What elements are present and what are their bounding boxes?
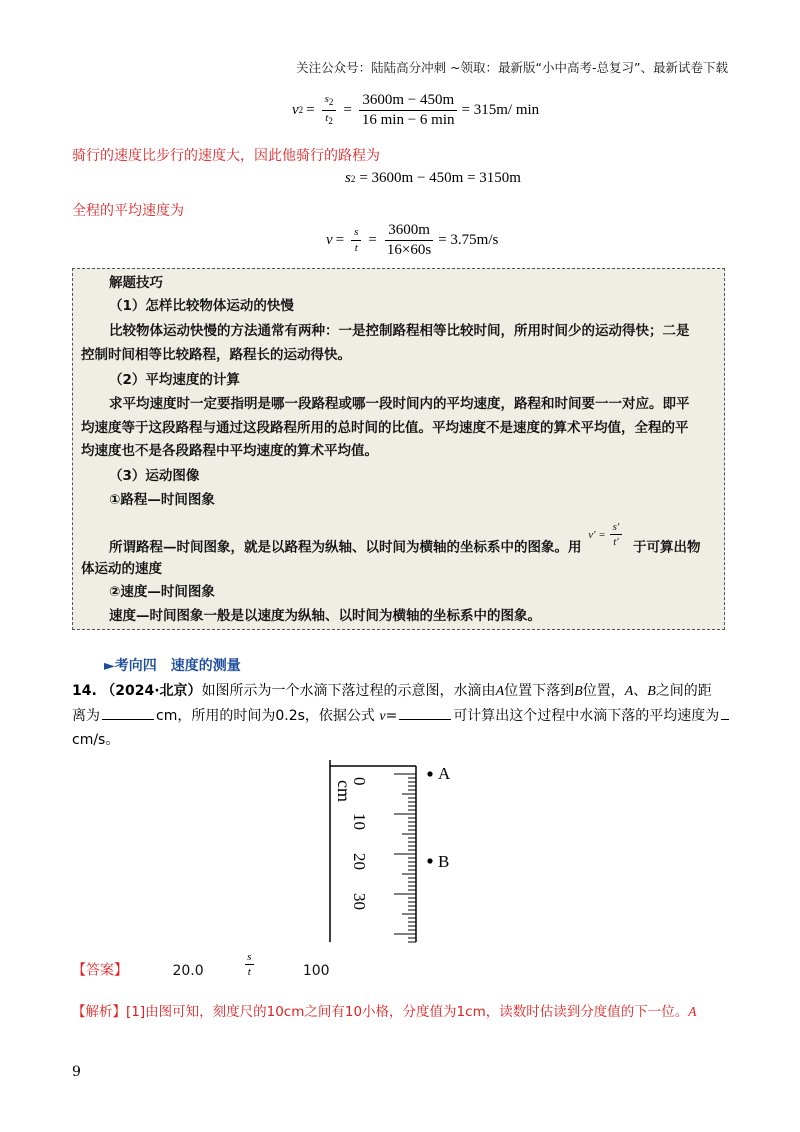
question-line-2: 离为 cm，所用的时间为0.2s，依据公式 v= 可计算出这个过程中水滴下落的平均速度为: [72, 705, 731, 728]
analysis-line: 【解析】[1]由图可知，刻度尺的10cm之间有10小格，分度值为1cm，读数时估读到分度值的下一位。A: [72, 1004, 697, 1020]
ruler-tick-label-20: 20: [350, 853, 369, 870]
fraction-values-2: $\frac{3600m}{16\times 60s}$: [386, 222, 432, 258]
fraction-s2-t2: $\frac{s_2}{t_2}$: [322, 93, 337, 126]
formula-s2: s 2 = 3600m − 450m = 3150m: [345, 170, 521, 186]
tips-heading-2: （2）平均速度的计算: [109, 372, 240, 388]
tips-box: [72, 268, 725, 630]
formula-v2: v 2 = $\frac{s_2}{t_2}$ = $\frac{3600m - 450m}{16 \min - 6 \min}$ = 315m/ min: [292, 92, 540, 128]
point-a-dot: [427, 771, 432, 776]
tips-para-2c: 均速度也不是各段路程中平均速度的算术平均值。: [81, 443, 378, 459]
tips-para-4: 速度—时间图象一般是以速度为纵轴、以时间为横轴的坐标系中的图象。: [109, 608, 541, 624]
tips-para-2b: 均速度等于这段路程与通过这段路程所用的总时间的比值。平均速度不是速度的算术平均值，全程的平: [81, 420, 689, 436]
answer-blank-1[interactable]: [102, 705, 154, 720]
tips-sub-2: ②速度—时间图象: [109, 584, 215, 600]
tips-para-2a: 求平均速度时一定要指明是哪一段路程或哪一段时间内的平均速度，路程和时间要一一对应。即平: [109, 396, 690, 412]
formula-v: v = $\frac{s}{t}$ = $\frac{3600m}{16\times 60s}$ = 3.75m/s: [326, 222, 499, 258]
answer-label: 【答案】: [72, 962, 128, 979]
answer-blank-3[interactable]: [721, 705, 729, 720]
ruler-tick-label-10: 10: [350, 813, 369, 830]
ruler-ticks: [394, 774, 416, 942]
answer-row: [72, 951, 330, 984]
header-note: 关注公众号：陆陆高分冲刺 ~领取：最新版“小中高考-总复习”、最新试卷下载: [296, 60, 728, 75]
ruler-tick-label-30: 30: [350, 893, 369, 910]
question-line-1: 14. （2024·北京）如图所示为一个水滴下落过程的示意图，水滴由A位置下落到B位置，A、B之间的距: [72, 683, 712, 699]
ruler-tick-label-0: 0: [350, 777, 369, 786]
answer-fraction: $\frac{s}{t}$: [244, 951, 254, 978]
tips-title: 解题技巧: [109, 275, 163, 291]
point-b-dot: [427, 858, 432, 863]
point-a-label: A: [438, 764, 451, 783]
fraction-s-t: $\frac{s}{t}$: [351, 226, 361, 253]
question-line-3: cm/s。: [72, 732, 120, 748]
tips-para-1a: 比较物体运动快慢的方法通常有两种：一是控制路程相等比较时间，所用时间少的运动得快；二是: [109, 323, 690, 339]
tips-para-3c: 体运动的速度: [81, 561, 162, 577]
formula-lhs: v: [292, 101, 299, 118]
tips-para-3a: 所谓路程—时间图象，就是以路程为纵轴、以时间为横轴的坐标系中的图象。用 v' = $\frac{s'}{t'}$ 于可算出物: [109, 521, 701, 556]
section-label: ►考向四 速度的测量: [104, 658, 241, 674]
formula-v-prime: v' = $\frac{s'}{t'}$: [588, 521, 626, 548]
ruler-svg: [320, 760, 480, 945]
point-b-label: B: [438, 852, 450, 871]
tips-heading-3: （3）运动图像: [109, 468, 200, 484]
answer-blank-2[interactable]: [399, 705, 451, 720]
page-number: 9: [72, 1064, 81, 1080]
tips-heading-1: （1）怎样比较物体运动的快慢: [109, 298, 294, 314]
ruler-figure: [320, 760, 480, 945]
formula-result: = 315m/ min: [461, 101, 540, 118]
answer-value-3: 100: [302, 962, 330, 979]
ruler-unit-label: cm: [334, 780, 354, 802]
tips-sub-1: ①路程—时间图象: [109, 492, 215, 508]
text-line-1: 骑行的速度比步行的速度大，因此他骑行的路程为: [72, 148, 380, 164]
answer-value-1: 20.0: [172, 962, 204, 979]
question-source: （2024·北京）: [101, 683, 202, 699]
tips-para-1b: 控制时间相等比较路程，路程长的运动得快。: [81, 347, 351, 363]
fraction-values: $\frac{3600m - 450m}{16 \min - 6 \min}$: [359, 92, 458, 128]
text-line-2: 全程的平均速度为: [72, 203, 184, 219]
